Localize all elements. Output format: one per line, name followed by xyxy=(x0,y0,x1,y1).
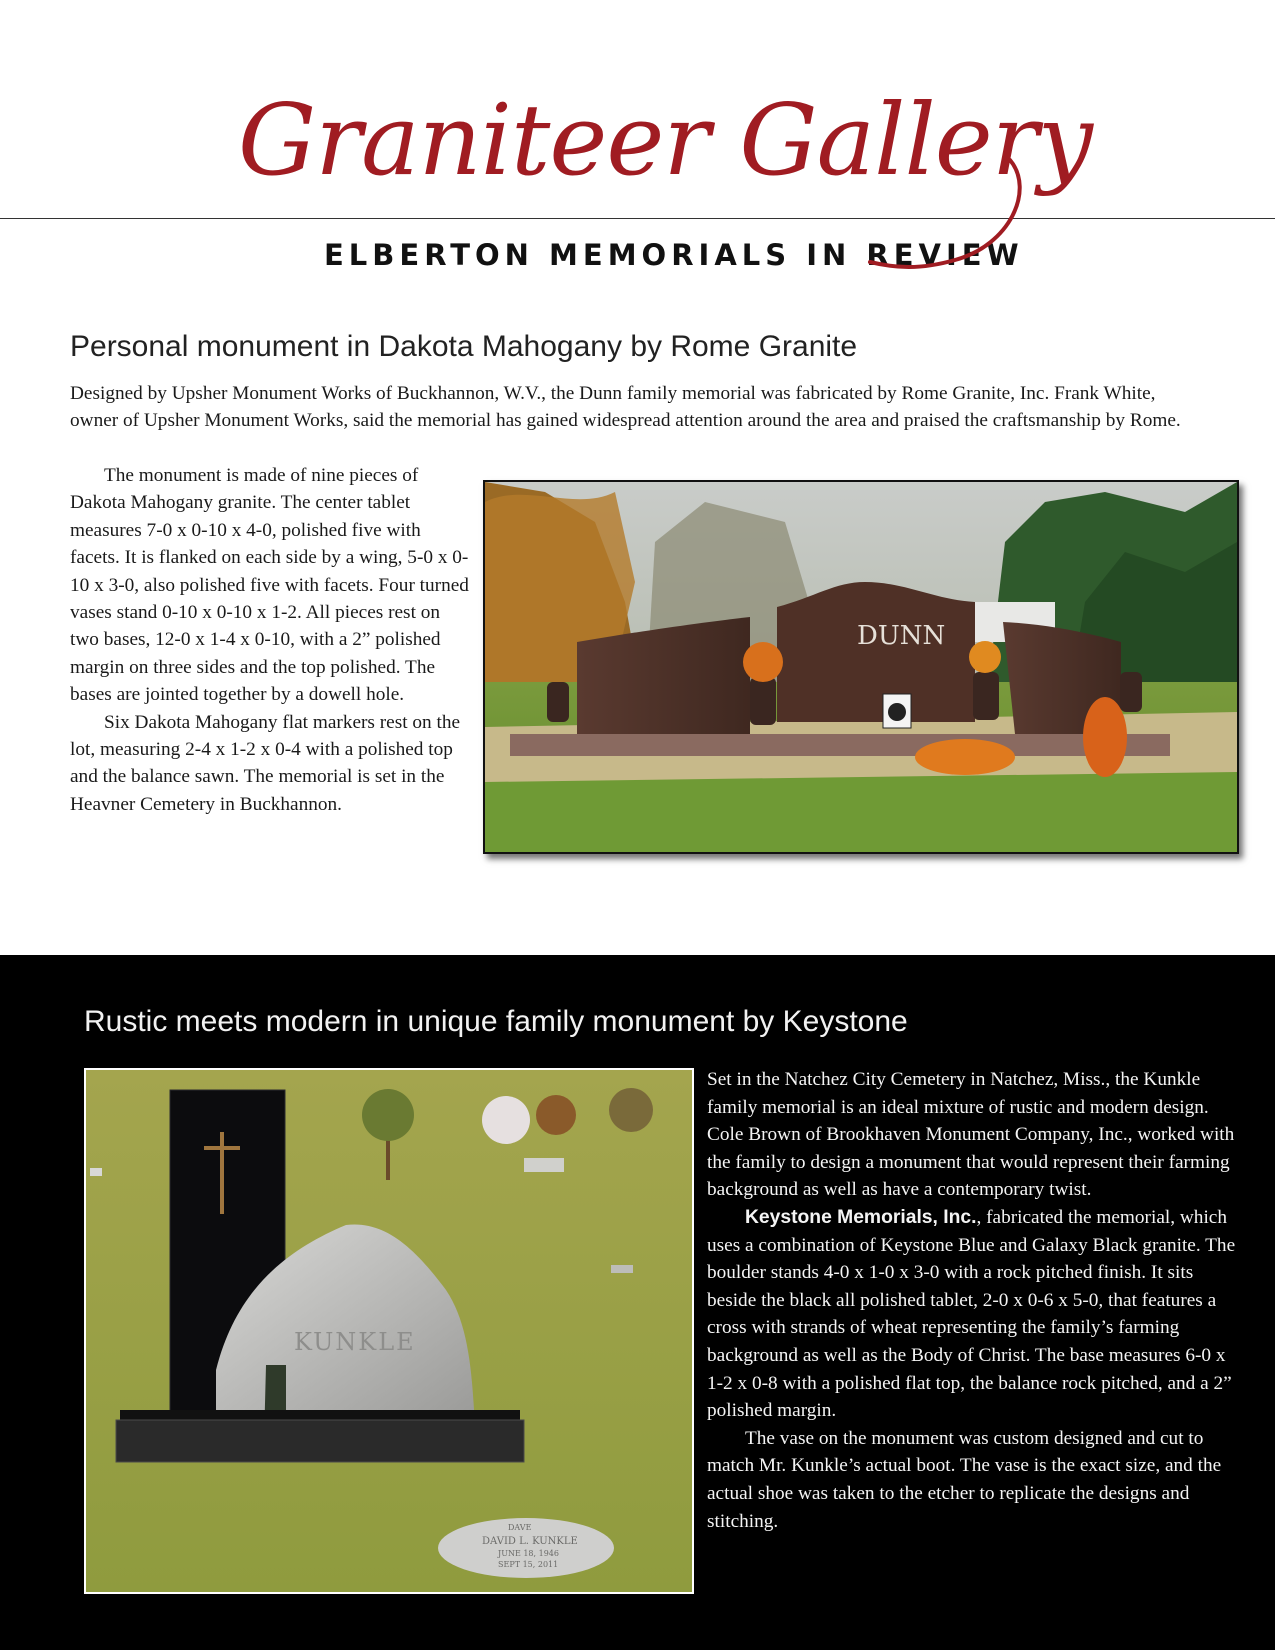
article2-paragraph-text: , fabricated the memorial, which uses a combination of Keystone Blue and Galaxy Black granite. The boulder stands 4-0 x 1-0 x 3-0 with a rock pitched finish. It sits beside the black all polished tablet, 2-0 x 0-6 x 5-0, that features a cross with strands of wheat representing the family’s farming background as well as the Body of Christ. The base measures 6-0 x 1-2 x 0-8 with a polished flat top, the balance rock pitched, and a 2” polished margin. xyxy=(707,1206,1236,1422)
article1-column xyxy=(70,462,470,818)
article2-column xyxy=(707,1066,1237,1535)
masthead-rule xyxy=(0,218,1275,219)
kunkle-inscription: KUNKLE xyxy=(294,1328,416,1356)
dunn-inscription: DUNN xyxy=(857,621,946,651)
article2-heading: Rustic meets modern in unique family monument by Keystone xyxy=(84,1005,908,1038)
article1-heading: Personal monument in Dakota Mahogany by Rome Granite xyxy=(70,330,858,363)
masthead-title: Graniteer Gallery xyxy=(238,84,1092,198)
company-name: Keystone Memorials, Inc. xyxy=(745,1206,977,1228)
masthead-subtitle: ELBERTON MEMORIALS IN REVIEW xyxy=(318,238,970,272)
article2-paragraph: Set in the Natchez City Cemetery in Natchez, Miss., the Kunkle family memorial is an ideal mixture of rustic and modern design. Cole Brown of Brookhaven Monument Company, Inc., worked with the family to design a monument that would represent their farming background as well as have a contemporary twist. xyxy=(707,1069,1235,1201)
article1-paragraph: The monument is made of nine pieces of Dakota Mahogany granite. The center tablet measures 7-0 x 0-10 x 4-0, polished five with facets. It is flanked on each side by a wing, 5-0 x 0-10 x 3-0, also polished five with facets. Four turned vases stand 0-10 x 0-10 x 1-2. All pieces rest on two bases, 12-0 x 1-4 x 0-10, with a 2” polished margin on three sides and the top polished. The bases are jointed together by a dowell hole. xyxy=(70,465,469,706)
swash-flourish-icon xyxy=(860,150,1040,280)
dunn-memorial-photo xyxy=(483,480,1239,854)
marker-name: DAVID L. KUNKLE xyxy=(482,1536,578,1547)
kunkle-memorial-photo xyxy=(84,1068,694,1594)
marker-died: SEPT 15, 2011 xyxy=(498,1560,559,1569)
article2-paragraph xyxy=(707,1204,1237,1425)
marker-nickname: DAVE xyxy=(508,1523,532,1532)
article1-intro: Designed by Upsher Monument Works of Buckhannon, W.V., the Dunn family memorial was fabricated by Rome Granite, Inc. Frank White, owner of Upsher Monument Works, said the memorial has gained widespread attention around the area and praised the craftsmanship by Rome. xyxy=(70,383,1181,432)
marker-born: JUNE 18, 1946 xyxy=(498,1549,559,1558)
article2-paragraph: The vase on the monument was custom designed and cut to match Mr. Kunkle’s actual boot. The vase is the exact size, and the actual shoe was taken to the etcher to replicate the designs and stitching. xyxy=(707,1427,1222,1532)
article1-paragraph: Six Dakota Mahogany flat markers rest on the lot, measuring 2-4 x 1-2 x 0-4 with a polished top and the balance sawn. The memorial is set in the Heavner Cemetery in Buckhannon. xyxy=(70,711,461,815)
masthead xyxy=(0,0,1275,300)
